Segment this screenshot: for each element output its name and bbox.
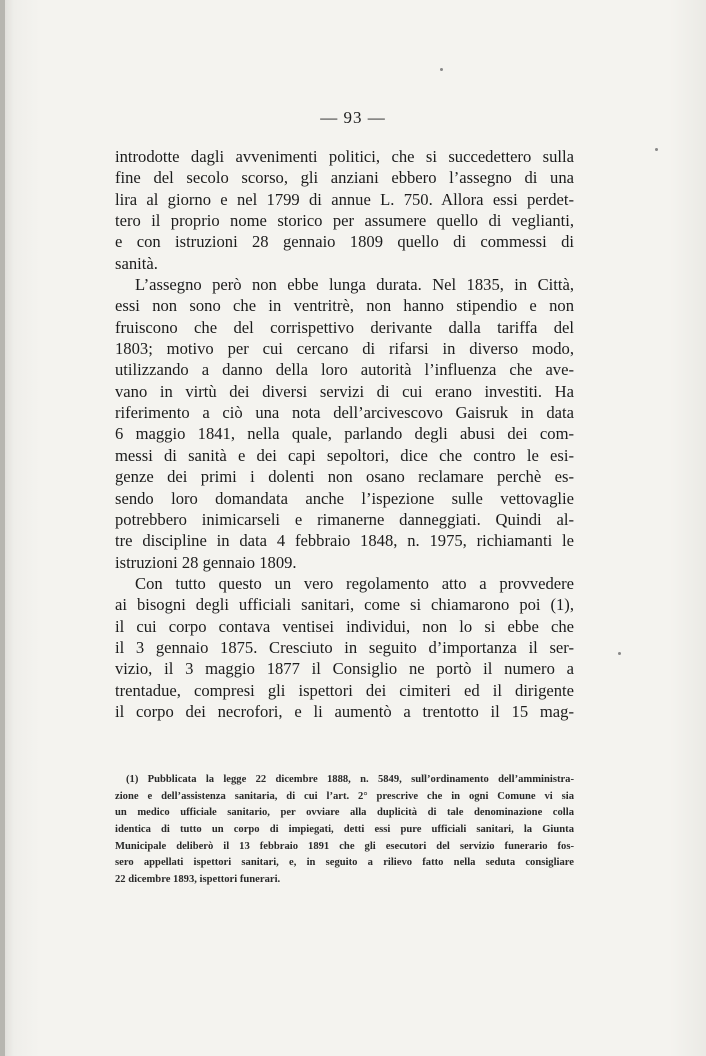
body-line: essi non sono che in ventritrè, non hanno stipendio e non: [115, 296, 574, 316]
page-binding-edge: [0, 0, 5, 1056]
body-line: lira al giorno e nel 1799 di annue L. 750. Allora essi perdet-: [115, 189, 574, 209]
body-line: introdotte dagli avvenimenti politici, che si succedettero sulla: [115, 147, 574, 166]
body-line: riferimento a ciò una nota dell’arcivescovo Gaisruk in data: [115, 403, 574, 423]
body-line: il corpo dei necrofori, e li aumentò a trentotto il 15 mag-: [115, 701, 574, 721]
footnotes: [115, 772, 574, 889]
speck: [655, 148, 658, 151]
footnote-line: 22 dicembre 1893, ispettori funerari.: [115, 874, 281, 886]
body-line: il 3 gennaio 1875. Cresciuto in seguito d’importanza il ser-: [115, 637, 574, 657]
body-line: vano in virtù dei diversi servizi di cui erano investiti. Ha: [115, 381, 574, 401]
footnote-line: un medico ufficiale sanitario, per ovviare alla duplicità di tale denominazione colla: [115, 807, 574, 819]
body-line: messi di sanità e dei capi sepoltori, dice che contro le esi-: [115, 445, 574, 465]
body-line: e con istruzioni 28 gennaio 1809 quello di commessi di: [115, 232, 574, 252]
body-line: fine del secolo scorso, gli anziani ebbero l’assegno di una: [115, 168, 574, 188]
body-line: 6 maggio 1841, nella quale, parlando degli abusi dei com-: [115, 424, 574, 444]
body-line: il cui corpo contava ventisei individui, non lo si ebbe che: [115, 616, 574, 636]
footnote-line: (1) Pubblicata la legge 22 dicembre 1888, n. 5849, sull’ordinamento dell’amministra-: [126, 774, 574, 785]
body-line: utilizzando a danno della loro autorità l’influenza che ave-: [115, 360, 574, 380]
footnote-line: sero appellati ispettori sanitari, e, in seguito a rilievo fatto nella seduta consigliare: [115, 857, 574, 869]
body-line: istruzioni 28 gennaio 1809.: [115, 552, 297, 572]
body-line: Con tutto questo un vero regolamento atto a provvedere: [135, 573, 574, 593]
body-line: vizio, il 3 maggio 1877 il Consiglio ne portò il numero a: [115, 659, 574, 679]
body-line: tre discipline in data 4 febbraio 1848, n. 1975, richiamanti le: [115, 531, 574, 551]
body-line: potrebbero inimicarseli e rimanerne danneggiati. Quindi al-: [115, 509, 574, 529]
body-line: fruiscono che del corrispettivo derivante dalla tariffa del: [115, 317, 574, 337]
body-line: genze dei primi i dolenti non osano reclamare perchè es-: [115, 467, 574, 487]
speck: [618, 652, 621, 655]
body-line: 1803; motivo per cui cercano di rifarsi in diverso modo,: [115, 339, 574, 359]
body-line: trentadue, compresi gli ispettori dei cimiteri ed il dirigente: [115, 680, 574, 700]
footnote-line: Municipale deliberò il 13 febbraio 1891 che gli esecutori del servizio funerario fos-: [115, 840, 574, 852]
body-line: L’assegno però non ebbe lunga durata. Nel 1835, in Città,: [135, 275, 574, 295]
body-line: tero il proprio nome storico per assumere quello di veglianti,: [115, 211, 574, 231]
body-text: [115, 146, 574, 722]
body-line: ai bisogni degli ufficiali sanitari, come si chiamarono poi (1),: [115, 595, 574, 615]
footnote-line: identica di tutto un corpo di impiegati, detti essi pure ufficiali sanitari, la Giunta: [115, 824, 574, 836]
page-number: — 93 —: [320, 108, 386, 127]
footnote-line: zione e dell’assistenza sanitaria, di cui l’art. 2° prescrive che in ogni Comune vi sia: [115, 790, 574, 802]
body-line: sendo loro domandata anche l’ispezione sulle vettovaglie: [115, 488, 574, 508]
speck: [440, 68, 443, 71]
body-line: sanità.: [115, 253, 158, 273]
